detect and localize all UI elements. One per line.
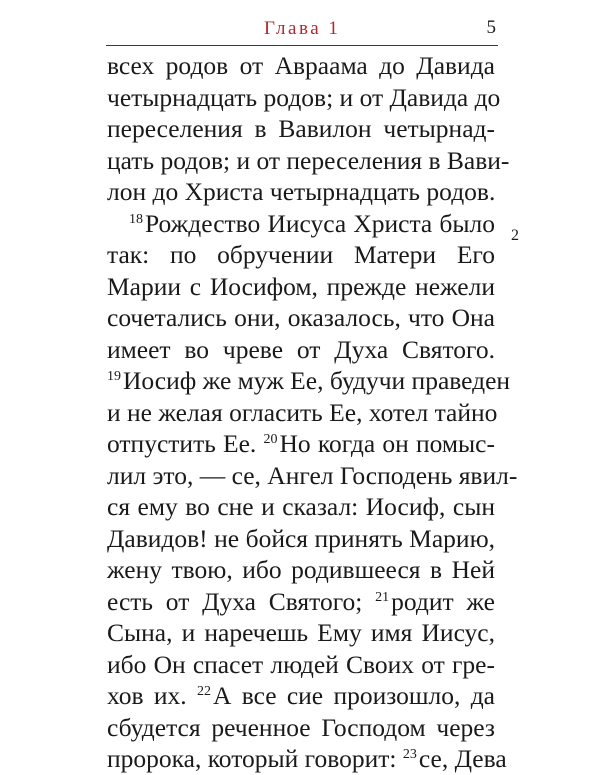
verse-number: 19 — [107, 369, 121, 384]
text-line: хов их. $^{22}$А все сие произошло, да — [107, 681, 495, 710]
text-line: имеет во чреве от Духа Святого. — [107, 334, 495, 364]
text-line: сбудется реченное Господом через — [107, 712, 495, 742]
verse-number: 18 — [129, 211, 143, 227]
page-number: 5 — [486, 17, 496, 38]
text-line: есть от Духа Святого; $^{21}$родит же — [107, 586, 495, 616]
text-line: жену твою, ибо родившееся в Ней — [107, 555, 495, 584]
text-line: и не желая огласить Ее, хотел тайно — [107, 397, 498, 427]
text-line: всех родов от Авраама до Давида — [107, 51, 495, 80]
text-line: пророка, который говорит: $^{23}$се, Дева — [107, 744, 507, 773]
text-line: Давидов! не бойся принять Марию, — [107, 523, 495, 553]
text-line: лон до Христа четырнадцать родов. — [107, 177, 496, 206]
header-divider — [106, 45, 498, 46]
chapter-title: Глава 1 — [264, 18, 341, 39]
text-line: Сына, и наречешь Ему имя Иисус, — [107, 618, 495, 647]
verse-number: 22 — [196, 684, 211, 699]
page-header — [106, 14, 498, 44]
text-line: $^{18}$Рождество Иисуса Христа было — [129, 208, 495, 238]
text-line: $^{19}$Иосиф же муж Ее, будучи праведен — [107, 366, 511, 395]
verse-number: 23 — [402, 747, 417, 762]
text-line: лил это, — се, Ангел Господень явил- — [107, 460, 518, 490]
text-line: четырнадцать родов; и от Давида до — [107, 82, 501, 112]
verse-number: 20 — [263, 432, 278, 447]
text-line: так: по обручении Матери Его — [107, 240, 495, 269]
scripture-text — [107, 50, 518, 775]
text-line: ибо Он спасет людей Своих от гре- — [107, 649, 495, 679]
text-line: цать родов; и от переселения в Вави- — [107, 145, 510, 175]
text-line: сочетались они, оказалось, что Она — [107, 303, 495, 332]
text-line: переселения в Вавилон четырнад- — [107, 114, 495, 143]
margin-reference-number: 2 — [511, 227, 519, 244]
text-line: отпустить Ее. $^{20}$Но когда он помыс- — [107, 429, 495, 458]
text-line: Марии с Иосифом, прежде нежели — [107, 271, 495, 301]
text-line: ся ему во сне и сказал: Иосиф, сын — [107, 492, 495, 521]
verse-number: 21 — [375, 589, 390, 605]
